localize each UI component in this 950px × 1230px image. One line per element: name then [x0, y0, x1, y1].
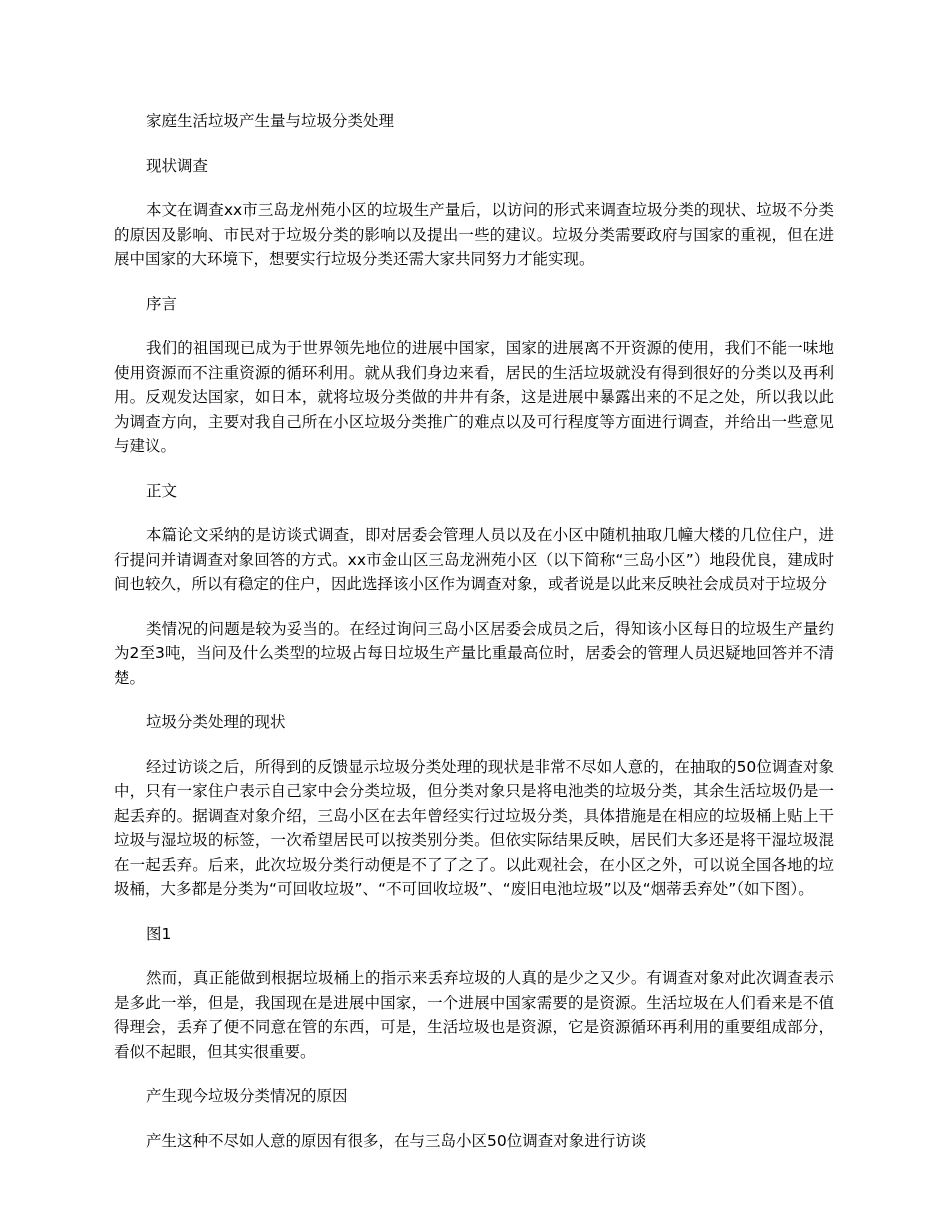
document-title: 家庭生活垃圾产生量与垃圾分类处理 — [146, 112, 395, 130]
paragraph-reasons: 产生这种不尽如人意的原因有很多，在与三岛小区50位调查对象进行访谈 — [146, 1131, 647, 1150]
figure-label: 图1 — [146, 924, 172, 943]
section-heading-status: 垃圾分类处理的现状 — [146, 713, 286, 731]
paragraph-status: 经过访谈之后，所得到的反馈显示垃圾分类处理的现状是非常不尽如人意的，在抽取的50位调查对象中，只有一家住户表示自己家中会分类垃圾，但分类对象只是将电池类的垃圾分类，其余生活垃圾仍是一起丢弃的。据调查对象介绍，三岛小区在去年曾经实行过垃圾分类，具体措施是在相应的垃圾桶上贴上干垃圾与湿垃圾的标签，一次希望居民可以按类别分类。但依实际结果反映，居民们大多还是将干湿垃圾混在一起丢弃。后来，此次垃圾分类行动便是不了了之了。以此观社会，在小区之外，可以说全国各地的垃圾桶，大多都是分类为“可回收垃圾”、“不可回收垃圾”、“废旧电池垃圾”以及“烟蒂丢弃处”（如下图）。 — [114, 757, 834, 898]
section-heading-body: 正文 — [146, 481, 178, 500]
section-heading-preface: 序言 — [146, 294, 178, 313]
paragraph-body-2: 类情况的问题是较为妥当的。在经过询问三岛小区居委会成员之后，得知该小区每日的垃圾生产量约为2至3吨，当问及什么类型的垃圾占每日垃圾生产量比重最高位时，居委会的管理人员迟疑地回答并不清楚。 — [114, 619, 834, 687]
document-body — [114, 109, 834, 1173]
paragraph-preface: 我们的祖国现已成为于世界领先地位的进展中国家，国家的进展离不开资源的使用，我们不能一味地使用资源而不注重资源的循环利用。就从我们身边来看，居民的生活垃圾就没有得到很好的分类以及再利用。反观发达国家，如日本，就将垃圾分类做的井井有条，这是进展中暴露出来的不足之处，所以我以此为调查方向，主要对我自己所在小区垃圾分类推广的难点以及可行程度等方面进行调查，并给出一些意见与建议。 — [114, 339, 834, 455]
section-heading-reasons: 产生现今垃圾分类情况的原因 — [146, 1087, 348, 1105]
paragraph-after-figure: 然而，真正能做到根据垃圾桶上的指示来丢弃垃圾的人真的是少之又少。有调查对象对此次调查表示是多此一举，但是，我国现在是进展中国家，一个进展中国家需要的是资源。生活垃圾在人们看来是不值得理会，丢弃了便不同意在管的东西，可是，生活垃圾也是资源，它是资源循环再利用的重要组成部分，看似不起眼，但其实很重要。 — [114, 969, 834, 1061]
section-heading-survey: 现状调查 — [146, 156, 209, 175]
paragraph-abstract: 本文在调查xx市三岛龙州苑小区的垃圾生产量后，以访问的形式来调查垃圾分类的现状、垃圾不分类的原因及影响、市民对于垃圾分类的影响以及提出一些的建议。垃圾分类需要政府与国家的重视，但在进展中国家的大环境下，想要实行垃圾分类还需大家共同努力才能实现。 — [114, 201, 834, 268]
paragraph-body-1: 本篇论文采纳的是访谈式调查，即对居委会管理人员以及在小区中随机抽取几幢大楼的几位住户，进行提问并请调查对象回答的方式。xx市金山区三岛龙洲苑小区（以下简称“三岛小区”）地段优良，建成时间也较久，所以有稳定的住户，因此选择该小区作为调查对象，或者说是以此来反映社会成员对于垃圾分 — [114, 526, 834, 593]
